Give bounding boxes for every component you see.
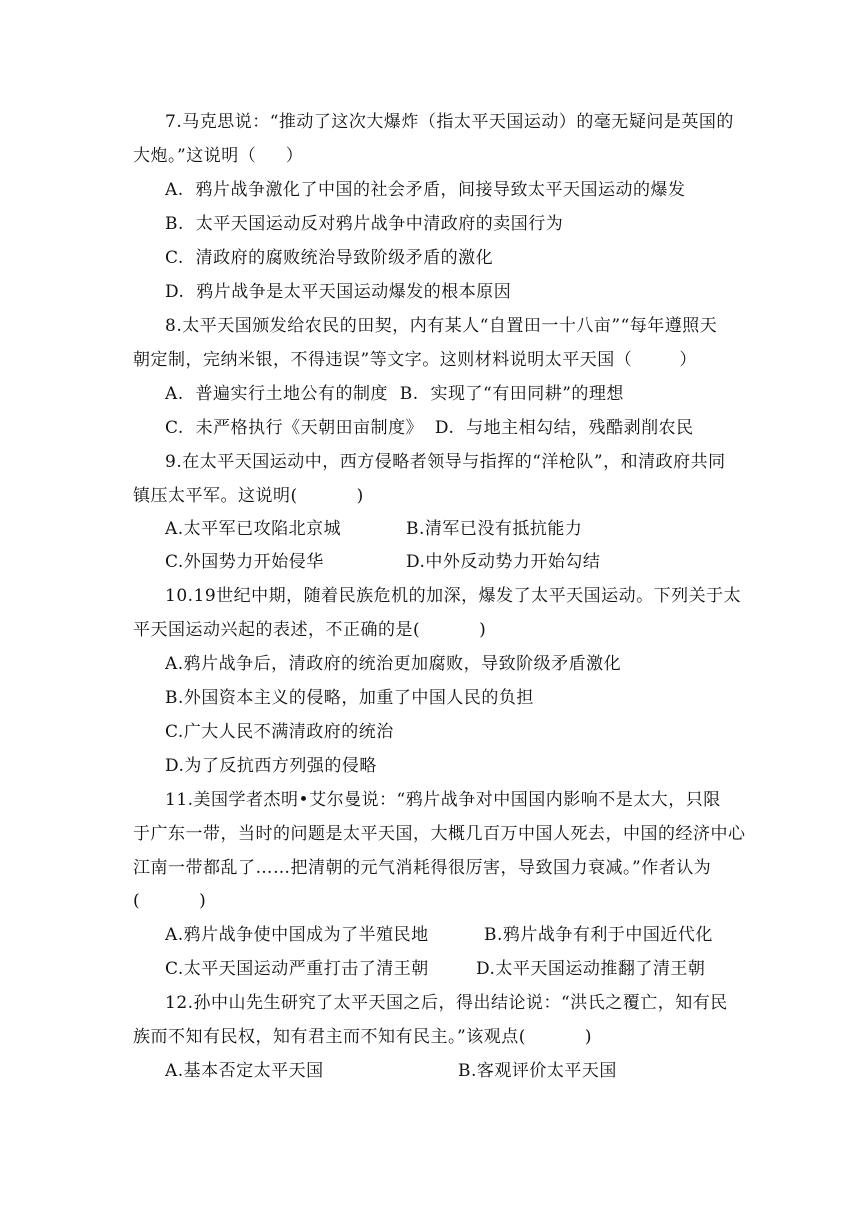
q11-option-b: B.鸦片战争有利于中国近代化 — [484, 925, 713, 945]
q10-stem-line1: 10.19世纪中期，随着民族危机的加深，爆发了太平天国运动。下列关于太 — [165, 586, 742, 606]
q9-stem-line1: 9.在太平天国运动中，西方侵略者领导与指挥的“洋枪队”，和清政府共同 — [165, 452, 726, 472]
q10-option-d: D.为了反抗西方列强的侵略 — [165, 756, 377, 776]
q8-stem-line1: 8.太平天国颁发给农民的田契，内有某人“自置田一十八亩”“每年遵照天 — [165, 316, 718, 336]
q8-options-cd: C. 未严格执行《天朝田亩制度》 D. 与地主相勾结，残酷剥削农民 — [165, 418, 694, 438]
q11-stem-line4: ( ) — [133, 891, 207, 911]
q7-stem-line2: 大炮。”这说明（ ） — [133, 146, 304, 166]
q9-option-a: A.太平军已攻陷北京城 — [165, 519, 342, 539]
q12-option-b: B.客观评价太平天国 — [458, 1061, 617, 1081]
q7-option-c: C. 清政府的腐败统治导致阶级矛盾的激化 — [165, 248, 494, 268]
q8-options-ab: A. 普遍实行土地公有的制度 B. 实现了“有田同耕”的理想 — [165, 384, 624, 404]
q11-option-d: D.太平天国运动推翻了清王朝 — [476, 959, 706, 979]
q8-stem-line2: 朝定制，完纳米银，不得违误”等文字。这则材料说明太平天国（ ） — [133, 350, 697, 370]
q10-option-a: A.鸦片战争后，清政府的统治更加腐败，导致阶级矛盾激化 — [165, 654, 622, 674]
q9-option-c: C.外国势力开始侵华 — [165, 552, 324, 572]
q7-option-a: A. 鸦片战争激化了中国的社会矛盾，间接导致太平天国运动的爆发 — [165, 180, 686, 200]
q7-stem-line1: 7.马克思说：“推动了这次大爆炸（指太平天国运动）的毫无疑问是英国的 — [165, 112, 734, 132]
q12-option-a: A.基本否定太平天国 — [165, 1061, 324, 1081]
q11-stem-line1: 11.美国学者杰明•艾尔曼说：“鸦片战争对中国国内影响不是太大，只限 — [165, 790, 721, 810]
q9-option-b: B.清军已没有抵抗能力 — [406, 519, 583, 539]
q12-stem-line2: 族而不知有民权，知有君主而不知有民主。”该观点( ) — [133, 1027, 592, 1047]
q10-stem-line2: 平天国运动兴起的表述，不正确的是( ) — [133, 620, 487, 640]
q11-stem-line2: 于广东一带，当时的问题是太平天国，大概几百万中国人死去，中国的经济中心 — [133, 824, 746, 844]
q12-stem-line1: 12.孙中山先生研究了太平天国之后，得出结论说：“洪氏之覆亡，知有民 — [165, 993, 728, 1013]
q11-stem-line3: 江南一带都乱了……把清朝的元气消耗得很厉害，导致国力衰减。”作者认为 — [133, 858, 712, 878]
q11-option-c: C.太平天国运动严重打击了清王朝 — [165, 959, 429, 979]
q9-option-d: D.中外反动势力开始勾结 — [406, 552, 601, 572]
q9-stem-line2: 镇压太平军。这说明( ) — [133, 486, 364, 506]
q10-option-c: C.广大人民不满清政府的统治 — [165, 722, 394, 742]
q11-option-a: A.鸦片战争使中国成为了半殖民地 — [165, 925, 429, 945]
q7-option-b: B. 太平天国运动反对鸦片战争中清政府的卖国行为 — [165, 214, 564, 234]
q7-option-d: D. 鸦片战争是太平天国运动爆发的根本原因 — [165, 282, 512, 302]
q10-option-b: B.外国资本主义的侵略，加重了中国人民的负担 — [165, 688, 534, 708]
